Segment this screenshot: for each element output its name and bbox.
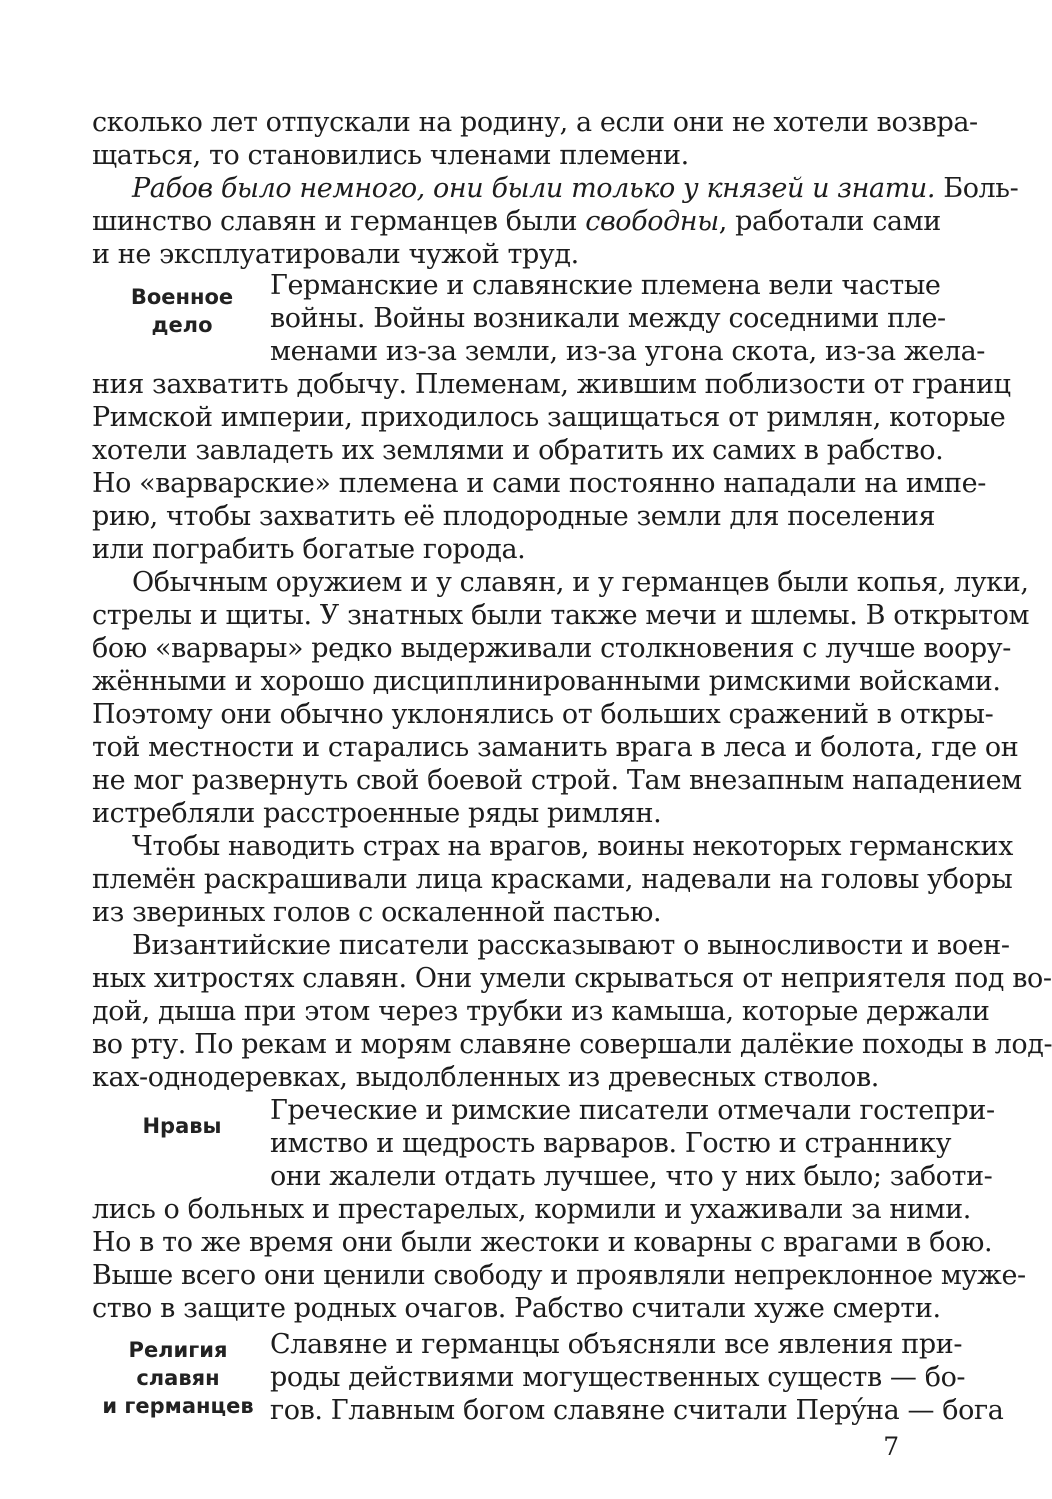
text-line: гов. Главным богом славяне считали Перýна — бога (270, 1395, 1004, 1426)
text-line: или пограбить богатые города. (92, 534, 526, 565)
text-fragment: Боль- (935, 173, 1019, 204)
text-line: и не эксплуатировали чужой труд. (92, 239, 579, 270)
text-line: ство в защите родных очагов. Рабство считали хуже смерти. (92, 1293, 941, 1324)
page-number: 7 (883, 1432, 899, 1461)
text-line: ния захватить добычу. Племенам, жившим поблизости от границ (92, 369, 1011, 400)
text-line: Поэтому они обычно уклонялись от больших сражений в откры- (92, 699, 994, 730)
text-line: хотели завладеть их землями и обратить их самих в рабство. (92, 435, 944, 466)
sidenote-line: дело (151, 313, 213, 337)
text-line: Римской империи, приходилось защищаться от римлян, которые (92, 402, 1006, 433)
text-line: племён раскрашивали лица красками, надевали на головы уборы (92, 864, 1013, 895)
text-line: сколько лет отпускали на родину, а если они не хотели возвра- (92, 107, 978, 138)
text-line: Выше всего они ценили свободу и проявляли непреклонное муже- (92, 1260, 1026, 1291)
sidenote-religion (88, 1336, 268, 1420)
sidenote-line: Военное (130, 285, 234, 309)
text-fragment: , работали сами (718, 206, 941, 237)
sidenote-morals (92, 1112, 272, 1140)
text-line: дой, дыша при этом через трубки из камыша, которые держали (92, 996, 990, 1027)
text-line: роды действиями могущественных существ — бо- (270, 1362, 966, 1393)
text-line: они жалели отдать лучшее, что у них было; заботи- (270, 1161, 993, 1192)
text-line: ках-однодеревках, выдолбленных из древесных стволов. (92, 1062, 879, 1093)
text-line: жёнными и хорошо дисциплинированными римскими войсками. (92, 666, 1001, 697)
text-line: Греческие и римские писатели отмечали гостепри- (270, 1095, 995, 1126)
sidenote-line: Нравы (142, 1114, 222, 1138)
text-line: Византийские писатели рассказывают о выносливости и воен- (132, 930, 1010, 961)
text-line: Обычным оружием и у славян, и у германцев были копья, луки, (132, 567, 1029, 598)
italic-text: свободны (585, 206, 719, 237)
text-line: войны. Войны возникали между соседними пле- (270, 303, 946, 334)
text-line: рию, чтобы захватить её плодородные земли для поселения (92, 501, 936, 532)
text-line: Но «варварские» племена и сами постоянно нападали на импе- (92, 468, 986, 499)
text-line: истребляли расстроенные ряды римлян. (92, 798, 662, 829)
text-line: Германские и славянские племена вели частые (270, 270, 941, 301)
text-line: из звериных голов с оскаленной пастью. (92, 897, 662, 928)
text-line: ных хитростях славян. Они умели скрываться от неприятеля под во- (92, 963, 1052, 994)
sidenote-line: Религия (128, 1338, 228, 1362)
sidenote-military (92, 283, 272, 339)
text-line: не мог развернуть свой боевой строй. Там внезапным нападением (92, 765, 1022, 796)
italic-text: Рабов было немного, они были только у князей и знати. (132, 173, 936, 204)
sidenote-line: и германцев (102, 1394, 254, 1418)
text-line: Славяне и германцы объясняли все явления при- (270, 1329, 963, 1360)
text-fragment: шинство славян и германцев были (92, 206, 586, 237)
text-line: лись о больных и престарелых, кормили и ухаживали за ними. (92, 1194, 971, 1225)
text-line: менами из-за земли, из-за угона скота, из-за жела- (270, 336, 986, 367)
sidenote-line: славян (136, 1366, 220, 1390)
text-line: имство и щедрость варваров. Гостю и страннику (270, 1128, 952, 1159)
text-line: Но в то же время они были жестоки и коварны с врагами в бою. (92, 1227, 993, 1258)
text-line: Чтобы наводить страх на врагов, воины некоторых германских (132, 831, 1013, 862)
text-line: во рту. По рекам и морям славяне совершали далёкие походы в лод- (92, 1029, 1052, 1060)
text-line: бою «варвары» редко выдерживали столкновения с лучше воору- (92, 633, 1011, 664)
text-line (92, 205, 941, 239)
text-line: стрелы и щиты. У знатных были также мечи и шлемы. В открытом (92, 600, 1030, 631)
text-line: той местности и старались заманить врага в леса и болота, где он (92, 732, 1019, 763)
text-line (132, 172, 1019, 206)
text-line: щаться, то становились членами племени. (92, 140, 689, 171)
